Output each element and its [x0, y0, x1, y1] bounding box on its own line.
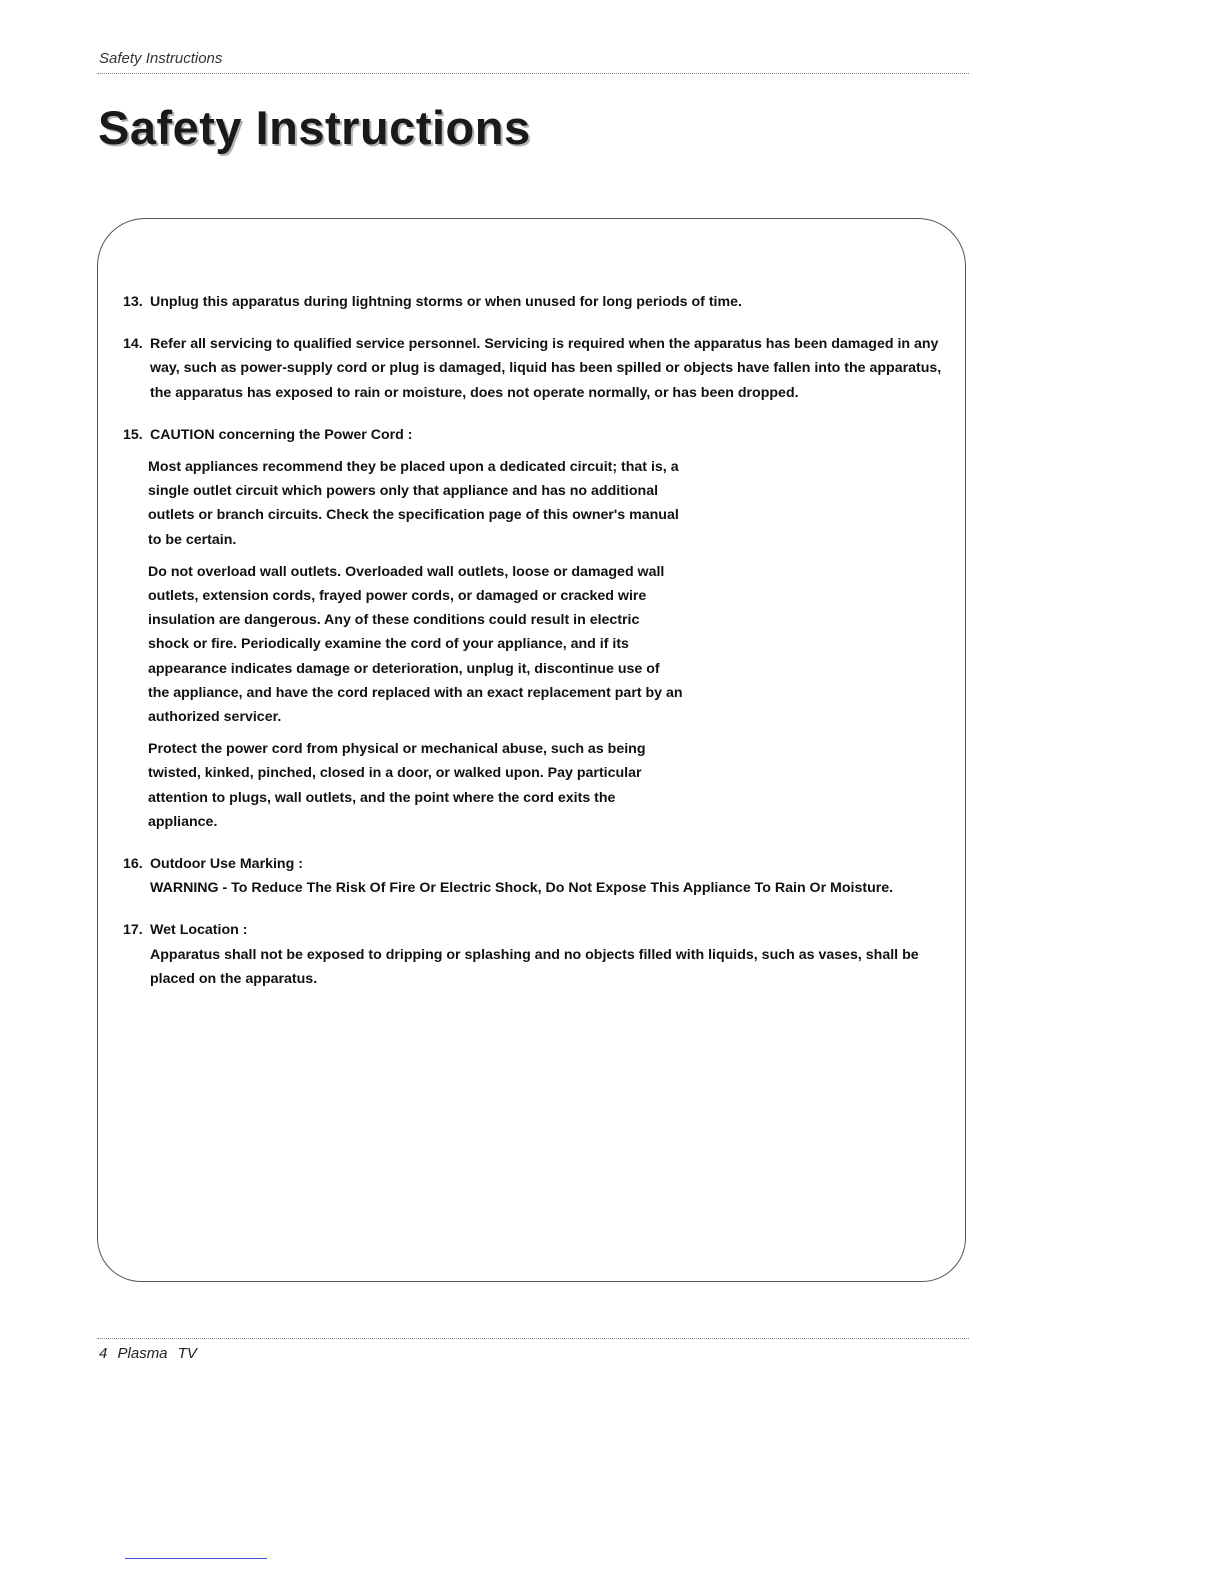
power-cord-paragraph-circuit: Most appliances recommend they be placed upon a dedicated circuit; that is, a single outlet circuit which powers only that appliance and has no additional outlets or branch circuits. Check the specification page of this owner's manual to be certain.	[148, 459, 679, 548]
item-number: 17.	[123, 922, 143, 939]
instruction-item-17	[123, 918, 948, 991]
instruction-item-14	[123, 332, 948, 405]
item-number: 15.	[123, 426, 143, 443]
item-title: Outdoor Use Marking :	[150, 856, 303, 873]
item-number: 13.	[123, 294, 143, 310]
wet-location-text: Apparatus shall not be exposed to dripping or splashing and no objects filled with liquids, such as vases, shall be placed on the apparatus.	[150, 946, 919, 987]
instruction-item-15	[123, 423, 948, 834]
header-divider	[97, 73, 969, 74]
power-cord-paragraph-overload: Do not overload wall outlets. Overloaded wall outlets, loose or damaged wall outlets, extension cords, frayed power cords, or damaged or cracked wire insulation are dangerous. Any of these conditions could result in electric shock or fire. Periodically examine the cord of your appliance, and if its appearance indicates damage or deterioration, unplug it, discontinue use of the appliance, and have the cord replaced with an exact replacement part by an authorized servicer.	[148, 563, 683, 726]
item-text: Refer all servicing to qualified service personnel. Servicing is required when the apparatus has been damaged in any way, such as power-supply cord or plug is damaged, liquid has been spilled or objects have fallen into the apparatus, the apparatus has exposed to rain or moisture, does not operate normally, or has been dropped.	[150, 336, 942, 401]
instructions-list	[123, 290, 948, 1009]
page-title: Safety Instructions	[98, 101, 531, 154]
instruction-item-16	[123, 852, 948, 900]
page-footer: 4 Plasma TV	[99, 1345, 197, 1362]
running-header: Safety Instructions	[99, 50, 223, 67]
item-title: CAUTION concerning the Power Cord :	[150, 426, 413, 443]
power-cord-paragraph-protect: Protect the power cord from physical or mechanical abuse, such as being twisted, kinked, pinched, closed in a door, or walked upon. Pay particular attention to plugs, wall outlets, and the point where the cord exits the appliance.	[148, 741, 646, 830]
item-title: Wet Location :	[150, 922, 248, 939]
item-number: 14.	[123, 336, 143, 353]
item-text: Unplug this apparatus during lightning storms or when unused for long periods of time.	[150, 294, 742, 310]
warning-text: WARNING - To Reduce The Risk Of Fire Or Electric Shock, Do Not Expose This Appliance To Rain Or Moisture.	[150, 880, 894, 897]
footer-divider	[97, 1338, 969, 1339]
scan-artifact-line	[125, 1558, 267, 1559]
instruction-item-13	[123, 290, 948, 314]
item-number: 16.	[123, 856, 143, 873]
